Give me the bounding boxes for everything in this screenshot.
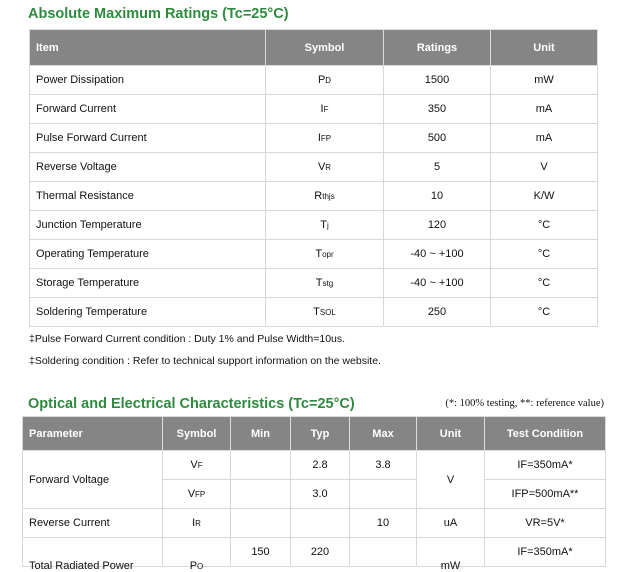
rating-cell: 500 [384,124,491,153]
col-item: Item [30,30,266,66]
unit-cell: V [417,451,485,509]
col-symbol: Symbol [266,30,384,66]
table-row [23,538,606,567]
max-cell [350,538,417,567]
col-max: Max [350,417,417,451]
table-row [30,211,598,240]
typ-cell: 2.8 [291,451,350,480]
parameter-cell: Reverse Current [23,509,163,538]
unit-cell: mA [491,124,598,153]
symbol-cell: Rthjs [266,182,384,211]
unit-cell: °C [491,211,598,240]
table-row [30,95,598,124]
testing-legend: (*: 100% testing, **: reference value) [445,398,604,409]
col-unit: Unit [491,30,598,66]
rating-cell: 250 [384,298,491,327]
symbol-cell: Tj [266,211,384,240]
abs-header-row [30,30,598,66]
max-cell: 10 [350,509,417,538]
table-row [23,451,606,480]
table-row [30,124,598,153]
unit-cell: °C [491,269,598,298]
rating-cell: 120 [384,211,491,240]
table-row [30,66,598,95]
symbol-cell: IF [266,95,384,124]
symbol-cell: PO [163,538,231,567]
item-cell: Pulse Forward Current [30,124,266,153]
min-cell: 150 [231,538,291,567]
symbol-cell: PD [266,66,384,95]
col-ratings: Ratings [384,30,491,66]
optical-table [22,416,606,572]
table-row [30,269,598,298]
symbol-cell: VR [266,153,384,182]
table-row [30,153,598,182]
rating-cell: 10 [384,182,491,211]
item-cell: Forward Current [30,95,266,124]
min-cell [231,480,291,509]
col-test-condition: Test Condition [485,417,606,451]
parameter-cell: Forward Voltage [23,451,163,509]
unit-cell: V [491,153,598,182]
condition-cell: IF=350mA* [485,538,606,567]
unit-cell: °C [491,240,598,269]
col-typ: Typ [291,417,350,451]
col-unit: Unit [417,417,485,451]
symbol-cell: TSOL [266,298,384,327]
rating-cell: 1500 [384,66,491,95]
table-row [30,298,598,327]
rating-cell: -40 ~ +100 [384,269,491,298]
rating-cell: 350 [384,95,491,124]
unit-cell: K/W [491,182,598,211]
unit-cell: mW [491,66,598,95]
rating-cell: 5 [384,153,491,182]
item-cell: Operating Temperature [30,240,266,269]
min-cell [231,509,291,538]
symbol-cell: VF [163,451,231,480]
item-cell: Soldering Temperature [30,298,266,327]
condition-cell: IF=350mA* [485,451,606,480]
unit-cell: mW [417,538,485,567]
max-cell: 3.8 [350,451,417,480]
optical-title: Optical and Electrical Characteristics (Tc=25°C) [28,396,355,412]
table-row [30,240,598,269]
unit-cell: uA [417,509,485,538]
condition-cell: IFP=500mA** [485,480,606,509]
unit-cell: °C [491,298,598,327]
soldering-note: ‡Soldering condition : Refer to technical support information on the website. [29,355,381,367]
col-symbol: Symbol [163,417,231,451]
item-cell: Reverse Voltage [30,153,266,182]
col-min: Min [231,417,291,451]
symbol-cell: VFP [163,480,231,509]
min-cell [231,451,291,480]
item-cell: Storage Temperature [30,269,266,298]
condition-cell: VR=5V* [485,509,606,538]
unit-cell: mA [491,95,598,124]
table-row [30,182,598,211]
table-row [23,509,606,538]
col-parameter: Parameter [23,417,163,451]
item-cell: Junction Temperature [30,211,266,240]
symbol-cell: IFP [266,124,384,153]
typ-cell: 220 [291,538,350,567]
typ-cell: 3.0 [291,480,350,509]
symbol-cell: IR [163,509,231,538]
item-cell: Power Dissipation [30,66,266,95]
pulse-current-note: ‡Pulse Forward Current condition : Duty 1% and Pulse Width=10us. [29,333,346,345]
abs-max-title: Absolute Maximum Ratings (Tc=25°C) [28,6,289,22]
symbol-cell: Tstg [266,269,384,298]
parameter-cell: Total Radiated Power [23,538,163,567]
rating-cell: -40 ~ +100 [384,240,491,269]
typ-cell [291,509,350,538]
max-cell [350,480,417,509]
optical-header-row [23,417,606,451]
symbol-cell: Topr [266,240,384,269]
item-cell: Thermal Resistance [30,182,266,211]
abs-max-table [29,29,598,327]
